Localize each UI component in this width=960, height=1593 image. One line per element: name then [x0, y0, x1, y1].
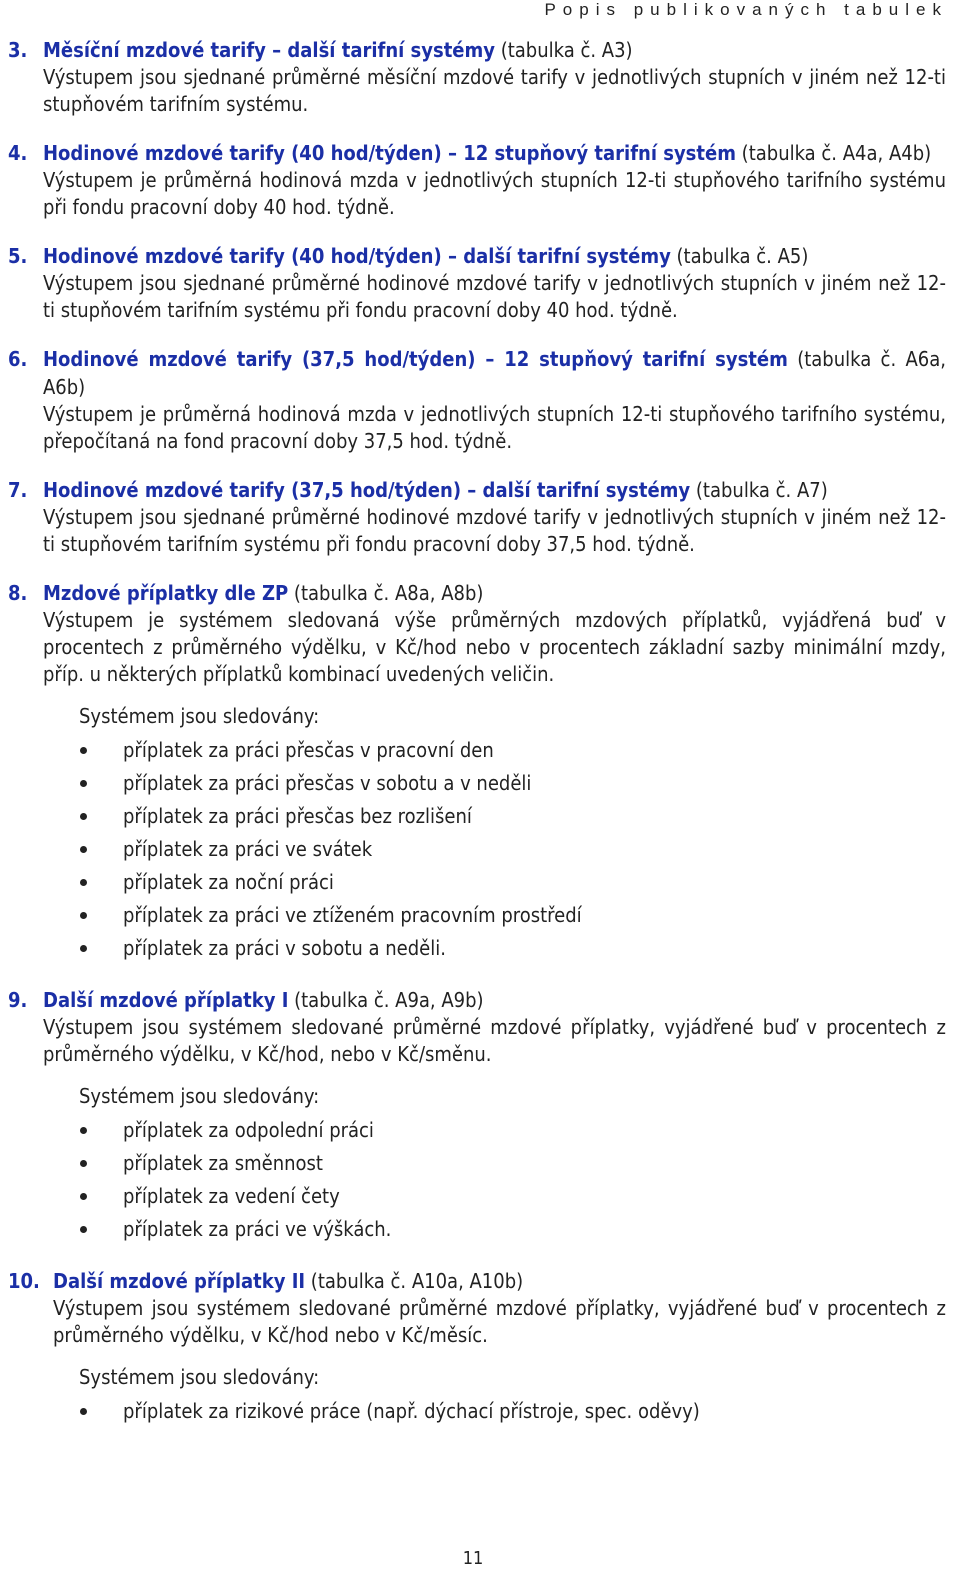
list-item	[0, 1147, 946, 1180]
section-number: 8.	[8, 581, 28, 605]
bullet-icon	[80, 747, 87, 754]
section-number: 4.	[8, 141, 28, 165]
section-number: 5.	[8, 244, 28, 268]
table-reference: (tabulka č. A4a, A4b)	[735, 141, 932, 165]
tracked-list-intro: Systémem jsou sledovány:	[79, 1365, 320, 1389]
table-reference: (tabulka č. A6a, A6b)	[43, 347, 946, 399]
section-heading	[0, 139, 946, 167]
page-number: 11	[462, 1548, 484, 1569]
section-body: Výstupem je systémem sledovaná výše průměrných mzdových příplatků, vyjádřená buď v procentech z průměrného výdělku, v Kč/hod nebo v procentech základní sazby minimální mzdy, příp. u některých příplatků kombinací uvedených veličin.	[43, 608, 946, 686]
bullet-icon	[80, 1226, 87, 1233]
bullet-icon	[80, 945, 87, 952]
bullet-icon	[80, 846, 87, 853]
list-item	[0, 1395, 946, 1428]
section-body: Výstupem je průměrná hodinová mzda v jednotlivých stupních 12-ti stupňového tarifního systému při fondu pracovní doby 40 hod. týdně.	[43, 168, 946, 219]
list-item	[0, 1213, 946, 1246]
section-body: Výstupem jsou sjednané průměrné měsíční mzdové tarify v jednotlivých stupních v jiném než 12-ti stupňovém tarifním systému.	[43, 65, 946, 116]
section-heading	[0, 476, 946, 504]
running-header: Popis publikovaných tabulek	[544, 0, 948, 19]
table-reference: (tabulka č. A3)	[495, 38, 633, 62]
bullet-icon	[80, 1193, 87, 1200]
list-item	[0, 866, 946, 899]
section-heading	[0, 36, 946, 64]
list-item-text: příplatek za práci ve výškách.	[123, 1217, 392, 1241]
section-body: Výstupem je průměrná hodinová mzda v jednotlivých stupních 12-ti stupňového tarifního systému, přepočítaná na fond pracovní doby 37,5 hod. týdně.	[43, 402, 946, 453]
list-item-text: příplatek za práci přesčas bez rozlišení	[123, 804, 472, 828]
list-item-text: příplatek za práci v sobotu a neděli.	[123, 936, 446, 960]
table-reference: (tabulka č. A5)	[670, 244, 809, 268]
tracked-items-list	[0, 1114, 946, 1246]
bullet-icon	[80, 1408, 87, 1415]
table-reference: (tabulka č. A8a, A8b)	[288, 581, 484, 605]
section-9	[0, 986, 946, 1246]
section-title: Další mzdové příplatky I	[43, 988, 289, 1012]
section-7	[0, 476, 946, 558]
list-item	[0, 767, 946, 800]
section-title: Hodinové mzdové tarify (40 hod/týden) – 12 stupňový tarifní systém	[43, 141, 736, 165]
list-item-text: příplatek za práci ve ztíženém pracovním prostředí	[123, 903, 582, 927]
list-item	[0, 1180, 946, 1213]
section-heading	[0, 345, 946, 401]
bullet-icon	[80, 813, 87, 820]
list-item-text: příplatek za práci ve svátek	[123, 837, 373, 861]
tracked-items-list	[0, 1395, 946, 1428]
bullet-icon	[80, 1160, 87, 1167]
section-number: 6.	[8, 347, 28, 371]
section-8	[0, 579, 946, 965]
tracked-list-intro: Systémem jsou sledovány:	[79, 704, 320, 728]
section-title: Hodinové mzdové tarify (37,5 hod/týden) – 12 stupňový tarifní systém	[43, 347, 788, 371]
list-item	[0, 734, 946, 767]
tracked-list-intro: Systémem jsou sledovány:	[79, 1084, 320, 1108]
section-title: Hodinové mzdové tarify (37,5 hod/týden) – další tarifní systémy	[43, 478, 691, 502]
table-reference: (tabulka č. A9a, A9b)	[288, 988, 484, 1012]
bullet-icon	[80, 780, 87, 787]
section-3	[0, 36, 946, 118]
section-title: Další mzdové příplatky II	[53, 1269, 306, 1293]
section-heading	[0, 242, 946, 270]
section-body: Výstupem jsou systémem sledované průměrné mzdové příplatky, vyjádřené buď v procentech z průměrného výdělku, v Kč/hod nebo v Kč/měsíc.	[53, 1296, 946, 1347]
section-number: 10.	[8, 1269, 40, 1293]
bullet-icon	[80, 879, 87, 886]
bullet-icon	[80, 912, 87, 919]
section-title: Měsíční mzdové tarify – další tarifní systémy	[43, 38, 495, 62]
table-reference: (tabulka č. A7)	[690, 478, 828, 502]
section-body: Výstupem jsou sjednané průměrné hodinové mzdové tarify v jednotlivých stupních v jiném než 12-ti stupňovém tarifním systému při fondu pracovní doby 40 hod. týdně.	[43, 271, 946, 322]
tracked-items-list	[0, 734, 946, 965]
list-item	[0, 833, 946, 866]
list-item-text: příplatek za vedení čety	[123, 1184, 340, 1208]
list-item-text: příplatek za noční práci	[123, 870, 334, 894]
section-heading	[0, 579, 946, 607]
list-item	[0, 932, 946, 965]
section-number: 3.	[8, 38, 28, 62]
list-item-text: příplatek za práci přesčas v sobotu a v neděli	[123, 771, 532, 795]
section-number: 7.	[8, 478, 28, 502]
bullet-icon	[80, 1127, 87, 1134]
section-body: Výstupem jsou sjednané průměrné hodinové mzdové tarify v jednotlivých stupních v jiném než 12-ti stupňovém tarifním systému při fondu pracovní doby 37,5 hod. týdně.	[43, 505, 946, 556]
section-title: Hodinové mzdové tarify (40 hod/týden) – další tarifní systémy	[43, 244, 671, 268]
section-5	[0, 242, 946, 324]
list-item-text: příplatek za práci přesčas v pracovní den	[123, 738, 494, 762]
section-4	[0, 139, 946, 221]
content	[0, 36, 946, 1449]
section-number: 9.	[8, 988, 28, 1012]
section-body: Výstupem jsou systémem sledované průměrné mzdové příplatky, vyjádřené buď v procentech z průměrného výdělku, v Kč/hod, nebo v Kč/směnu.	[43, 1015, 946, 1066]
list-item-text: příplatek za rizikové práce (např. dýchací přístroje, spec. oděvy)	[123, 1399, 700, 1423]
list-item-text: příplatek za odpolední práci	[123, 1118, 374, 1142]
section-title: Mzdové příplatky dle ZP	[43, 581, 289, 605]
list-item	[0, 899, 946, 932]
section-heading	[0, 986, 946, 1014]
list-item-text: příplatek za směnnost	[123, 1151, 323, 1175]
list-item	[0, 800, 946, 833]
list-item	[0, 1114, 946, 1147]
section-10	[0, 1267, 946, 1428]
table-reference: (tabulka č. A10a, A10b)	[305, 1269, 524, 1293]
section-6	[0, 345, 946, 455]
section-heading	[0, 1267, 946, 1295]
